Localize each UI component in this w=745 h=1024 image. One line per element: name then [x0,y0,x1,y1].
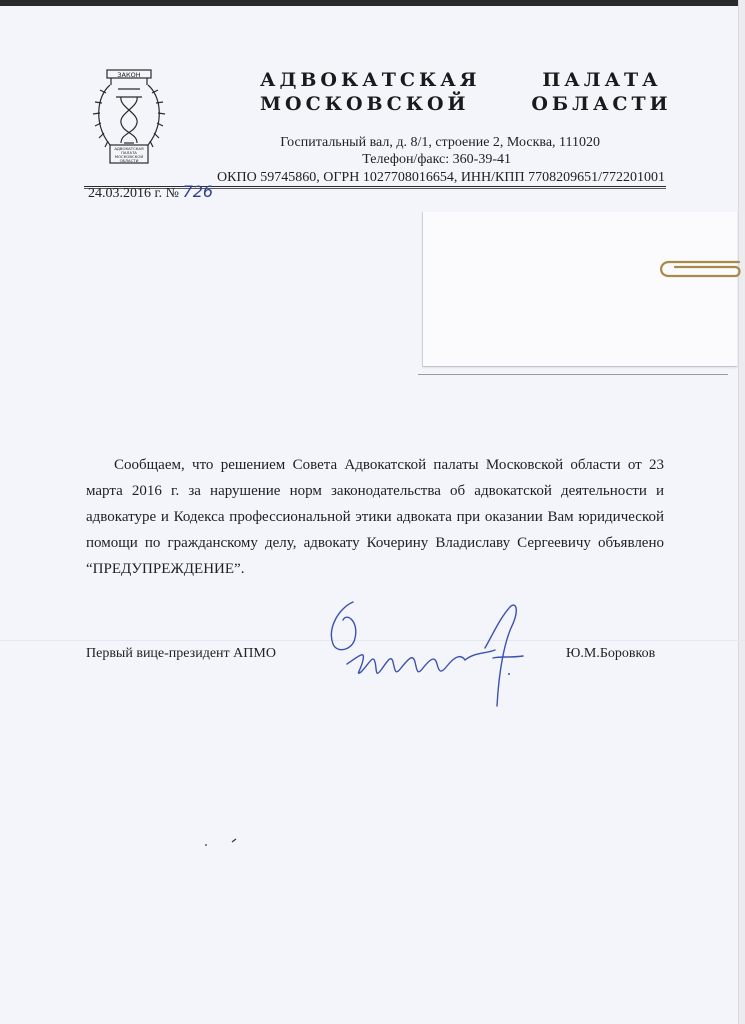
organization-title [260,68,672,116]
attached-note [422,212,737,367]
svg-text:ПАЛАТА: ПАЛАТА [121,150,137,155]
organization-title-line1: АДВОКАТСКАЯ ПАЛАТА [260,69,662,91]
signatory-position: Первый вице-президент АПМО [86,646,276,661]
svg-text:ОБЛАСТИ: ОБЛАСТИ [119,158,139,163]
organization-registry: ОКПО 59745860, ОГРН 1027708016654, ИНН/КПП 7708209651/772201001 [217,170,665,185]
letter-body [86,452,664,582]
outgoing-date-number [88,182,213,202]
outgoing-date: 24.03.2016 г. № [88,186,180,201]
letter-paragraph: Сообщаем, что решением Совета Адвокатской палаты Московской области от 23 марта 2016 г. за нарушение норм законодательства об адвокатской деятельности и адвокатуре и Кодекса профессиональной этики адвоката при оказании Вам юридической помощи по гражданскому делу, адвокату Кочерину Владиславу Сергеевичу объявлено “ПРЕДУПРЕЖДЕНИЕ”. [86,457,664,577]
organization-address: Госпитальный вал, д. 8/1, строение 2, Москва, 111020 [280,135,600,150]
organization-phone: Телефон/факс: 360-39-41 [362,152,511,167]
organization-title-line2: МОСКОВСКОЙ ОБЛАСТИ [260,93,672,115]
paper-clip-icon [655,255,741,281]
outgoing-number: 726 [182,182,214,201]
scan-right-edge [738,0,745,1024]
scan-specks [200,836,260,850]
attached-note-edge [418,374,728,375]
scan-top-edge [0,0,745,6]
svg-text:МОСКОВСКОЙ: МОСКОВСКОЙ [114,154,144,159]
svg-text:АДВОКАТСКАЯ: АДВОКАТСКАЯ [114,146,144,151]
svg-text:ЗАКОН: ЗАКОН [117,71,141,79]
signatory-name: Ю.М.Боровков [566,646,656,661]
handwritten-signature-icon [325,598,530,710]
